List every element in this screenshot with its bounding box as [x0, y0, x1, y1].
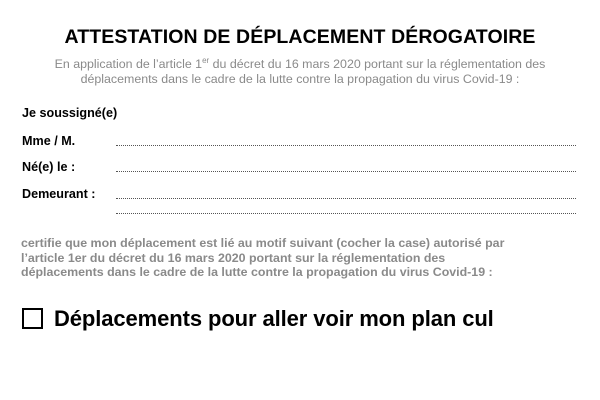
address-label: Demeurant : [22, 187, 96, 201]
birth-date-field-line[interactable] [116, 171, 576, 172]
undersigned-label: Je soussigné(e) [22, 106, 118, 120]
intro-line-1 [14, 57, 586, 72]
name-field-line[interactable] [116, 145, 576, 146]
certify-line-1: certifie que mon déplacement est lié au motif suivant (cocher la case) autorisé par [21, 236, 505, 250]
address-field-line-2[interactable] [116, 213, 576, 214]
name-label: Mme / M. [22, 134, 76, 148]
certification-paragraph [21, 236, 581, 280]
intro-line-2: déplacements dans le cadre de la lutte contre la propagation du virus Covid-19 : [80, 72, 520, 86]
certify-line-3: déplacements dans le cadre de la lutte contre la propagation du virus Covid-19 : [21, 265, 493, 279]
address-field-line-1[interactable] [116, 198, 576, 199]
reason-checkbox[interactable] [22, 308, 43, 329]
reason-option-label: Déplacements pour aller voir mon plan cul [54, 306, 494, 331]
intro-superscript: er [202, 55, 210, 65]
document-title: ATTESTATION DE DÉPLACEMENT DÉROGATOIRE [64, 26, 536, 48]
birth-date-label: Né(e) le : [22, 160, 76, 174]
certify-line-2: l’article 1er du décret du 16 mars 2020 portant sur la réglementation des [21, 250, 446, 265]
intro-paragraph [14, 57, 586, 87]
intro-line-1-start: En application de l’article 1 [54, 57, 203, 71]
intro-line-1-end: du décret du 16 mars 2020 portant sur la réglementation des [209, 57, 546, 71]
